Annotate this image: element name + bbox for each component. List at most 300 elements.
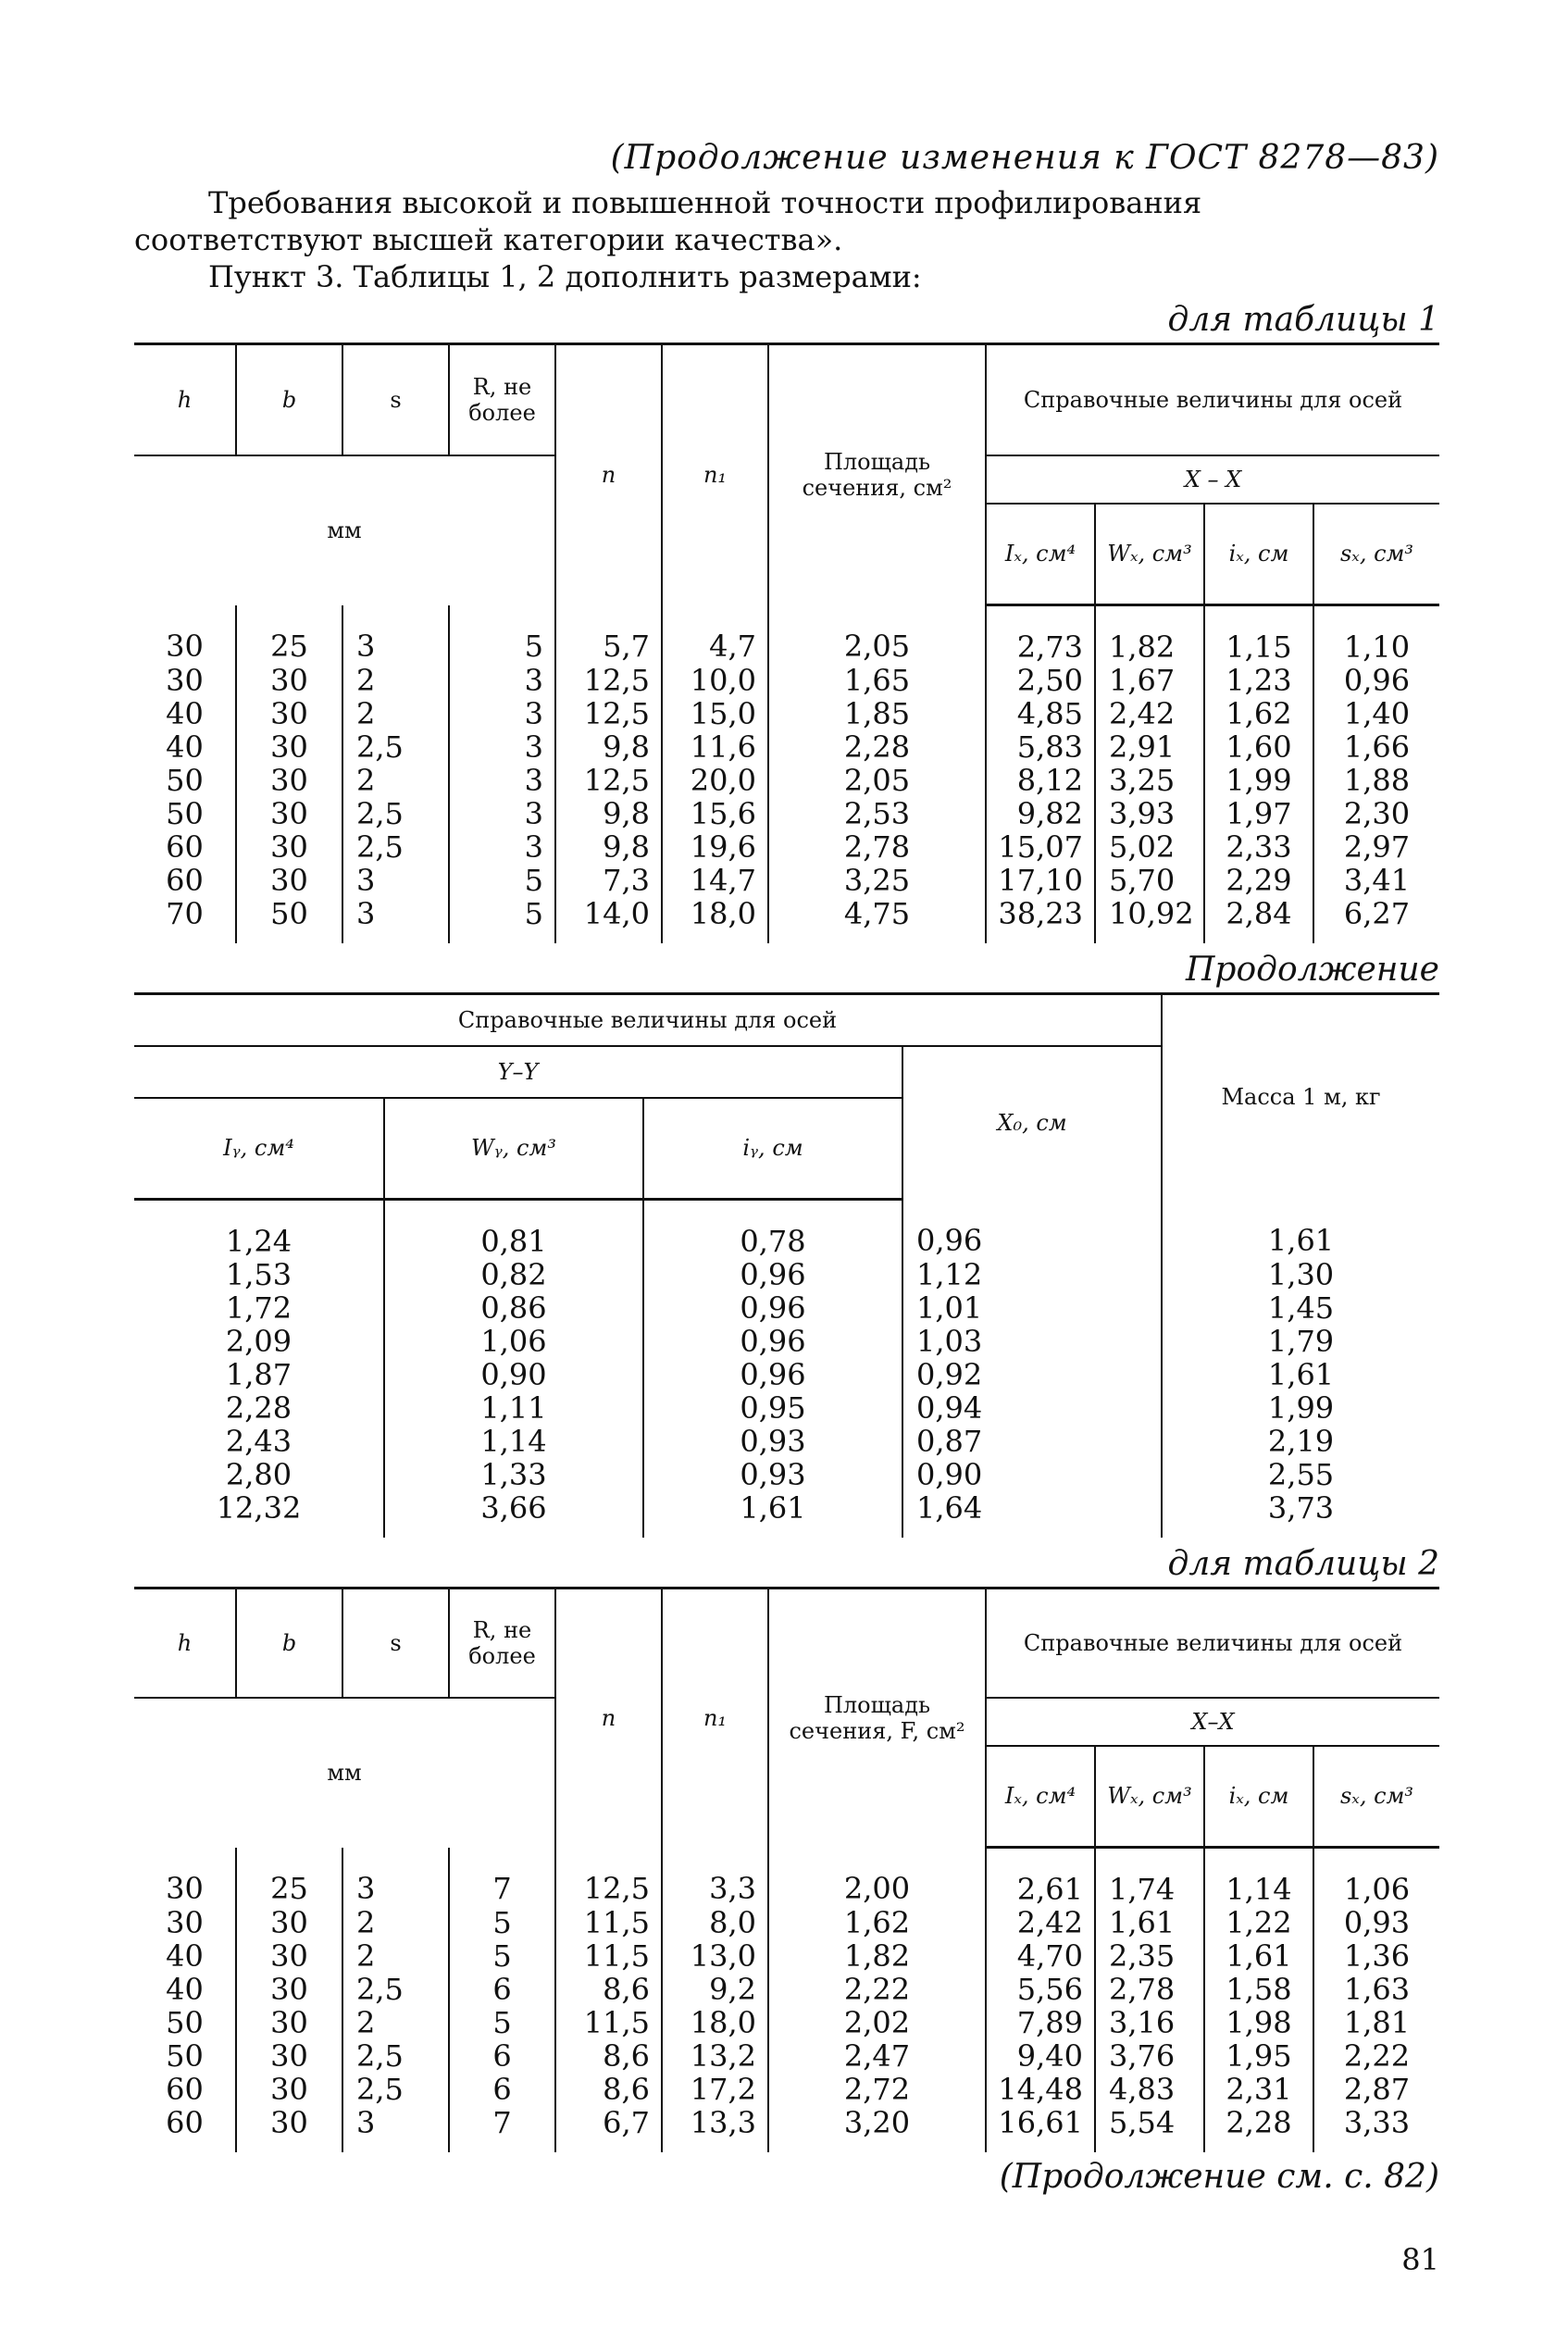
table-cell: 10,0 [662,664,768,697]
table-cell: 4,7 [662,605,768,665]
table-cell: 70 [166,896,204,931]
continuation-footer: (Продолжение см. с. 82) [999,2158,1439,2196]
table-1 [134,343,1439,943]
table-cell: 50 [166,796,204,831]
table-cell: 2,22 [1313,2039,1439,2073]
table-cell: 2,78 [768,830,986,864]
table-cell: 8,6 [555,2039,662,2073]
paragraph-clause-3: Пункт 3. Таблицы 1, 2 дополнить размерами: [208,259,922,294]
table-cell: 9,8 [555,730,662,764]
table-cell: 9,8 [555,797,662,830]
col-wx: Wₓ, см³ [1095,504,1204,605]
table-row [134,730,1439,764]
table-cell: 3 [449,797,555,830]
table-cell: 1,14 [384,1425,643,1458]
table-cell: 7,89 [986,2006,1095,2039]
table-cell: 30 [236,764,342,797]
table-cell: 50 [166,2005,204,2040]
table-cell: 2,47 [768,2039,986,2073]
col-area: Площадь сечения, см² [768,344,986,605]
table-cell: 1,61 [1162,1200,1439,1259]
table-cell: 1,36 [1313,1939,1439,1973]
table-cell: 3,3 [662,1848,768,1907]
table-cell: 11,5 [555,1939,662,1973]
table-cell: 16,61 [986,2106,1095,2152]
table-cell: 3,73 [1162,1491,1439,1538]
table-cell: 2,91 [1095,730,1204,764]
table-cell: 8,6 [555,1973,662,2006]
table-1-body [134,605,1439,944]
table-cell: 2,87 [1313,2073,1439,2106]
table-cell: 8,12 [986,764,1095,797]
table-cell: 1,60 [1204,730,1313,764]
table-cell: 12,5 [555,1848,662,1907]
table-cell: 2,73 [986,605,1095,665]
col-ix-radius: iₓ, см [1204,1746,1313,1848]
table-cell: 9,2 [662,1973,768,2006]
table-cell: 2,53 [768,797,986,830]
table-cell: 1,12 [902,1258,1162,1291]
table-cell: 30 [236,1973,342,2006]
table-cell: 1,88 [1313,764,1439,797]
table-cell: 30 [236,1939,342,1973]
table-cell: 3,33 [1313,2106,1439,2152]
table-cell: 4,83 [1095,2073,1204,2106]
table-cell: 3,66 [384,1491,643,1538]
table-cell: 40 [166,729,204,765]
table-cell: 1,06 [384,1325,643,1358]
table-cell: 1,64 [902,1491,1162,1538]
table-cell: 30 [166,663,204,698]
table-cell: 1,87 [225,1357,292,1392]
col-iy-moment: Iᵧ, см⁴ [134,1098,384,1200]
table-row [134,2006,1439,2039]
col-area: Площадь сечения, F, см² [768,1589,986,1848]
table-cell: 6 [449,1973,555,2006]
table-cell: 14,0 [555,897,662,943]
table-cell: 5 [449,605,555,665]
table-row [134,1973,1439,2006]
table-row [134,1291,1439,1325]
table-row [134,1391,1439,1425]
table-row [134,764,1439,797]
table-cell: 30 [236,864,342,897]
table-cell: 5,02 [1095,830,1204,864]
table-cell: 0,87 [902,1425,1162,1458]
table-cell: 2,55 [1162,1458,1439,1491]
table-cell: 1,01 [902,1291,1162,1325]
table-cell: 30 [236,1906,342,1939]
table-cell: 4,75 [768,897,986,943]
table-cell: 2,28 [1204,2106,1313,2152]
col-wy: Wᵧ, см³ [384,1098,643,1200]
table-cell: 2,42 [1095,697,1204,730]
table-2-body [134,1848,1439,2153]
table-cell: 2,5 [342,2039,449,2073]
table-cell: 2,97 [1313,830,1439,864]
table-cell: 1,53 [225,1257,292,1292]
table-cell: 1,10 [1313,605,1439,665]
table-row [134,2106,1439,2152]
table-cell: 5 [449,1939,555,1973]
table-cell: 2,19 [1162,1425,1439,1458]
table-cell: 2,5 [342,2073,449,2106]
col-axis-yy: Y–Y [134,1046,902,1098]
table-cell: 12,5 [555,664,662,697]
table-cell: 2,84 [1204,897,1313,943]
table-cell: 9,40 [986,2039,1095,2073]
table-cell: 25 [236,605,342,665]
table-cell: 30 [166,1905,204,1940]
table-cell: 1,06 [1313,1848,1439,1907]
table-cell: 0,92 [902,1358,1162,1391]
col-h: h [134,344,236,455]
col-axis-xx: X–X [986,1698,1439,1746]
table-cell: 50 [166,763,204,798]
table-cell: 5,56 [986,1973,1095,2006]
col-group-reference: Справочные величины для осей [986,1589,1439,1698]
table-cell: 1,95 [1204,2039,1313,2073]
table-cell: 5 [449,864,555,897]
table-cell: 2 [342,697,449,730]
table-cell: 3 [449,697,555,730]
table-cell: 3 [342,605,449,665]
table-cell: 1,62 [1204,697,1313,730]
table-cell: 1,11 [384,1391,643,1425]
col-mass: Масса 1 м, кг [1162,994,1439,1200]
table-cell: 0,96 [643,1291,902,1325]
table-cell: 5,83 [986,730,1095,764]
table-cell: 3,25 [1095,764,1204,797]
table-cell: 3 [342,2106,449,2152]
table-cell: 0,93 [643,1425,902,1458]
table-cell: 5 [449,2006,555,2039]
table-cell: 15,0 [662,697,768,730]
table-cell: 0,96 [902,1200,1162,1259]
table-cell: 1,61 [1095,1906,1204,1939]
col-ix-moment: Iₓ, см⁴ [986,504,1095,605]
table-row [134,797,1439,830]
table-cell: 30 [236,2039,342,2073]
table-cell: 60 [166,863,204,898]
table-cell: 30 [236,2073,342,2106]
table-row [134,1491,1439,1538]
table-cell: 19,6 [662,830,768,864]
col-x0: X₀, см [902,1046,1162,1200]
table-cell: 5,54 [1095,2106,1204,2152]
table-cell: 15,07 [986,830,1095,864]
table-cell: 3 [342,897,449,943]
table-cell: 4,85 [986,697,1095,730]
table-cell: 2,00 [768,1848,986,1907]
table-cell: 2,5 [342,730,449,764]
table-cell: 17,2 [662,2073,768,2106]
table-cell: 30 [236,797,342,830]
col-r: R, не более [449,344,555,455]
table-cell: 1,15 [1204,605,1313,665]
table-cell: 1,79 [1162,1325,1439,1358]
table-cell: 1,99 [1204,764,1313,797]
table-cell: 0,78 [643,1200,902,1259]
table-cell: 2,28 [225,1390,292,1426]
table-cell: 2 [342,1939,449,1973]
table-cell: 3 [342,1848,449,1907]
table-cell: 1,74 [1095,1848,1204,1907]
table-cell: 12,32 [216,1490,302,1526]
table-cell: 60 [166,829,204,865]
table-cell: 2,05 [768,764,986,797]
table-cell: 1,98 [1204,2006,1313,2039]
col-n: n [555,344,662,605]
table-row [134,830,1439,864]
table-cell: 2,42 [986,1906,1095,1939]
table-cell: 6,27 [1313,897,1439,943]
table-cell: 30 [236,697,342,730]
table-cell: 1,99 [1162,1391,1439,1425]
table-row [134,2073,1439,2106]
col-group-reference: Справочные величины для осей [986,344,1439,455]
table-cell: 0,93 [1313,1906,1439,1939]
table-cell: 1,63 [1313,1973,1439,2006]
table-cell: 12,5 [555,697,662,730]
table-row [134,697,1439,730]
table-cell: 0,95 [643,1391,902,1425]
caption-table-2: для таблицы 2 [1167,1545,1439,1583]
table-row [134,605,1439,665]
table-cell: 3,20 [768,2106,986,2152]
table-cell: 50 [166,2038,204,2074]
table-cell: 2,72 [768,2073,986,2106]
table-cell: 1,61 [643,1491,902,1538]
table-cell: 1,24 [225,1224,292,1259]
table-cell: 2 [342,2006,449,2039]
col-r: R, не более [449,1589,555,1698]
table-row [134,1325,1439,1358]
table-cell: 13,3 [662,2106,768,2152]
table-cell: 2,5 [342,1973,449,2006]
table-cell: 3 [449,764,555,797]
col-axis-xx: X – X [986,455,1439,504]
table-cell: 0,81 [384,1200,643,1259]
table-cell: 5 [449,1906,555,1939]
table-cell: 0,96 [1313,664,1439,697]
table-cell: 1,22 [1204,1906,1313,1939]
table-cell: 10,92 [1095,897,1204,943]
table-cell: 2,33 [1204,830,1313,864]
col-n: n [555,1589,662,1848]
table-cell: 1,61 [1162,1358,1439,1391]
table-cell: 25 [236,1848,342,1907]
col-sx: sₓ, см³ [1313,1746,1439,1848]
table-cell: 18,0 [662,2006,768,2039]
table-cell: 2,80 [225,1457,292,1492]
table-cell: 9,8 [555,830,662,864]
table-row [134,1906,1439,1939]
table-cell: 1,66 [1313,730,1439,764]
table-cell: 7 [449,1848,555,1907]
col-iy-radius: iᵧ, см [643,1098,902,1200]
table-row [134,1458,1439,1491]
table-cell: 38,23 [986,897,1095,943]
table-cell: 1,03 [902,1325,1162,1358]
table-cell: 13,2 [662,2039,768,2073]
table-row [134,1200,1439,1259]
table-row [134,897,1439,943]
table-cell: 40 [166,696,204,731]
table-cell: 6 [449,2073,555,2106]
table-cell: 12,5 [555,764,662,797]
table-cell: 14,7 [662,864,768,897]
table-row [134,864,1439,897]
table-cell: 4,70 [986,1939,1095,1973]
col-sx: sₓ, см³ [1313,504,1439,605]
table-cell: 11,5 [555,1906,662,1939]
col-ix-radius: iₓ, см [1204,504,1313,605]
continuation-header: (Продолжение изменения к ГОСТ 8278—83) [610,139,1439,177]
table-cell: 18,0 [662,897,768,943]
table-cell: 3,93 [1095,797,1204,830]
col-b: b [236,1589,342,1698]
col-n1: n₁ [662,1589,768,1848]
paragraph-requirements: Требования высокой и повышенной точности профилирования соответствуют высшей категории качества». [134,185,1202,257]
table-cell: 0,90 [902,1458,1162,1491]
table-cell: 1,65 [768,664,986,697]
table-cell: 9,82 [986,797,1095,830]
table-cell: 2 [342,764,449,797]
table-cell: 15,6 [662,797,768,830]
table-cell: 8,6 [555,2073,662,2106]
col-h: h [134,1589,236,1698]
table-cell: 3,25 [768,864,986,897]
table-cell: 1,81 [1313,2006,1439,2039]
table-cell: 1,40 [1313,697,1439,730]
caption-table-1: для таблицы 1 [1167,301,1439,339]
table-cell: 0,96 [643,1358,902,1391]
col-n1: n₁ [662,344,768,605]
col-s: s [342,344,449,455]
table-cell: 2 [342,1906,449,1939]
col-group-reference-y: Справочные величины для осей [134,994,1162,1046]
table-cell: 40 [166,1972,204,2007]
table-cell: 3 [449,730,555,764]
table-cell: 7 [449,2106,555,2152]
table-cell: 20,0 [662,764,768,797]
table-cell: 50 [236,897,342,943]
page-number: 81 [1401,2242,1439,2277]
table-cell: 0,96 [643,1325,902,1358]
table-cell: 1,97 [1204,797,1313,830]
table-row [134,1358,1439,1391]
table-cell: 2,22 [768,1973,986,2006]
table-cell: 3,76 [1095,2039,1204,2073]
table-cell: 2,5 [342,797,449,830]
table-cell: 2,09 [225,1324,292,1359]
table-cell: 5,7 [555,605,662,665]
table-cell: 2,31 [1204,2073,1313,2106]
table-cell: 30 [236,664,342,697]
table-cell: 0,82 [384,1258,643,1291]
table-cell: 30 [166,628,204,664]
table-cell: 0,94 [902,1391,1162,1425]
table-cell: 0,90 [384,1358,643,1391]
table-cell: 1,82 [1095,605,1204,665]
table-cell: 30 [166,1870,204,1906]
col-wx: Wₓ, см³ [1095,1746,1204,1848]
table-cell: 1,30 [1162,1258,1439,1291]
table-cell: 3 [449,830,555,864]
table-cell: 2,29 [1204,864,1313,897]
table-cell: 30 [236,2006,342,2039]
table-row [134,1425,1439,1458]
table-cell: 2,61 [986,1848,1095,1907]
table-cont-body [134,1200,1439,1539]
table-cell: 0,96 [643,1258,902,1291]
table-cell: 1,61 [1204,1939,1313,1973]
table-cell: 14,48 [986,2073,1095,2106]
table-cell: 2,02 [768,2006,986,2039]
table-2 [134,1587,1439,2152]
table-cell: 3,16 [1095,2006,1204,2039]
table-cell: 30 [236,2106,342,2152]
table-cell: 2,30 [1313,797,1439,830]
table-cell: 60 [166,2072,204,2107]
table-cell: 40 [166,1938,204,1974]
col-unit-mm: мм [134,455,555,605]
table-cell: 2,5 [342,830,449,864]
table-cell: 2,78 [1095,1973,1204,2006]
table-cell: 7,3 [555,864,662,897]
table-row [134,664,1439,697]
table-cell: 2 [342,664,449,697]
table-cell: 6,7 [555,2106,662,2152]
table-cell: 2,35 [1095,1939,1204,1973]
table-cell: 1,14 [1204,1848,1313,1907]
table-row [134,1848,1439,1907]
table-cell: 1,58 [1204,1973,1313,2006]
col-s: s [342,1589,449,1698]
table-row [134,1258,1439,1291]
table-cell: 5 [449,897,555,943]
table-cell: 3,41 [1313,864,1439,897]
table-cell: 2,43 [225,1424,292,1459]
table-cell: 1,23 [1204,664,1313,697]
col-ix-moment: Iₓ, см⁴ [986,1746,1095,1848]
table-cell: 11,6 [662,730,768,764]
table-cell: 3 [449,664,555,697]
table-cell: 60 [166,2105,204,2140]
table-cell: 2,28 [768,730,986,764]
table-cell: 3 [342,864,449,897]
table-cell: 2,05 [768,605,986,665]
table-cell: 1,67 [1095,664,1204,697]
table-cell: 30 [236,830,342,864]
col-b: b [236,344,342,455]
table-cell: 8,0 [662,1906,768,1939]
table-cell: 1,33 [384,1458,643,1491]
table-cell: 6 [449,2039,555,2073]
table-cell: 1,72 [225,1290,292,1326]
table-cell: 5,70 [1095,864,1204,897]
col-unit-mm: мм [134,1698,555,1848]
table-row [134,2039,1439,2073]
table-cell: 0,86 [384,1291,643,1325]
table-cell: 1,82 [768,1939,986,1973]
table-1-continuation [134,992,1439,1538]
table-cell: 1,85 [768,697,986,730]
table-cell: 13,0 [662,1939,768,1973]
caption-continuation: Продолжение [1186,951,1439,989]
table-cell: 2,50 [986,664,1095,697]
